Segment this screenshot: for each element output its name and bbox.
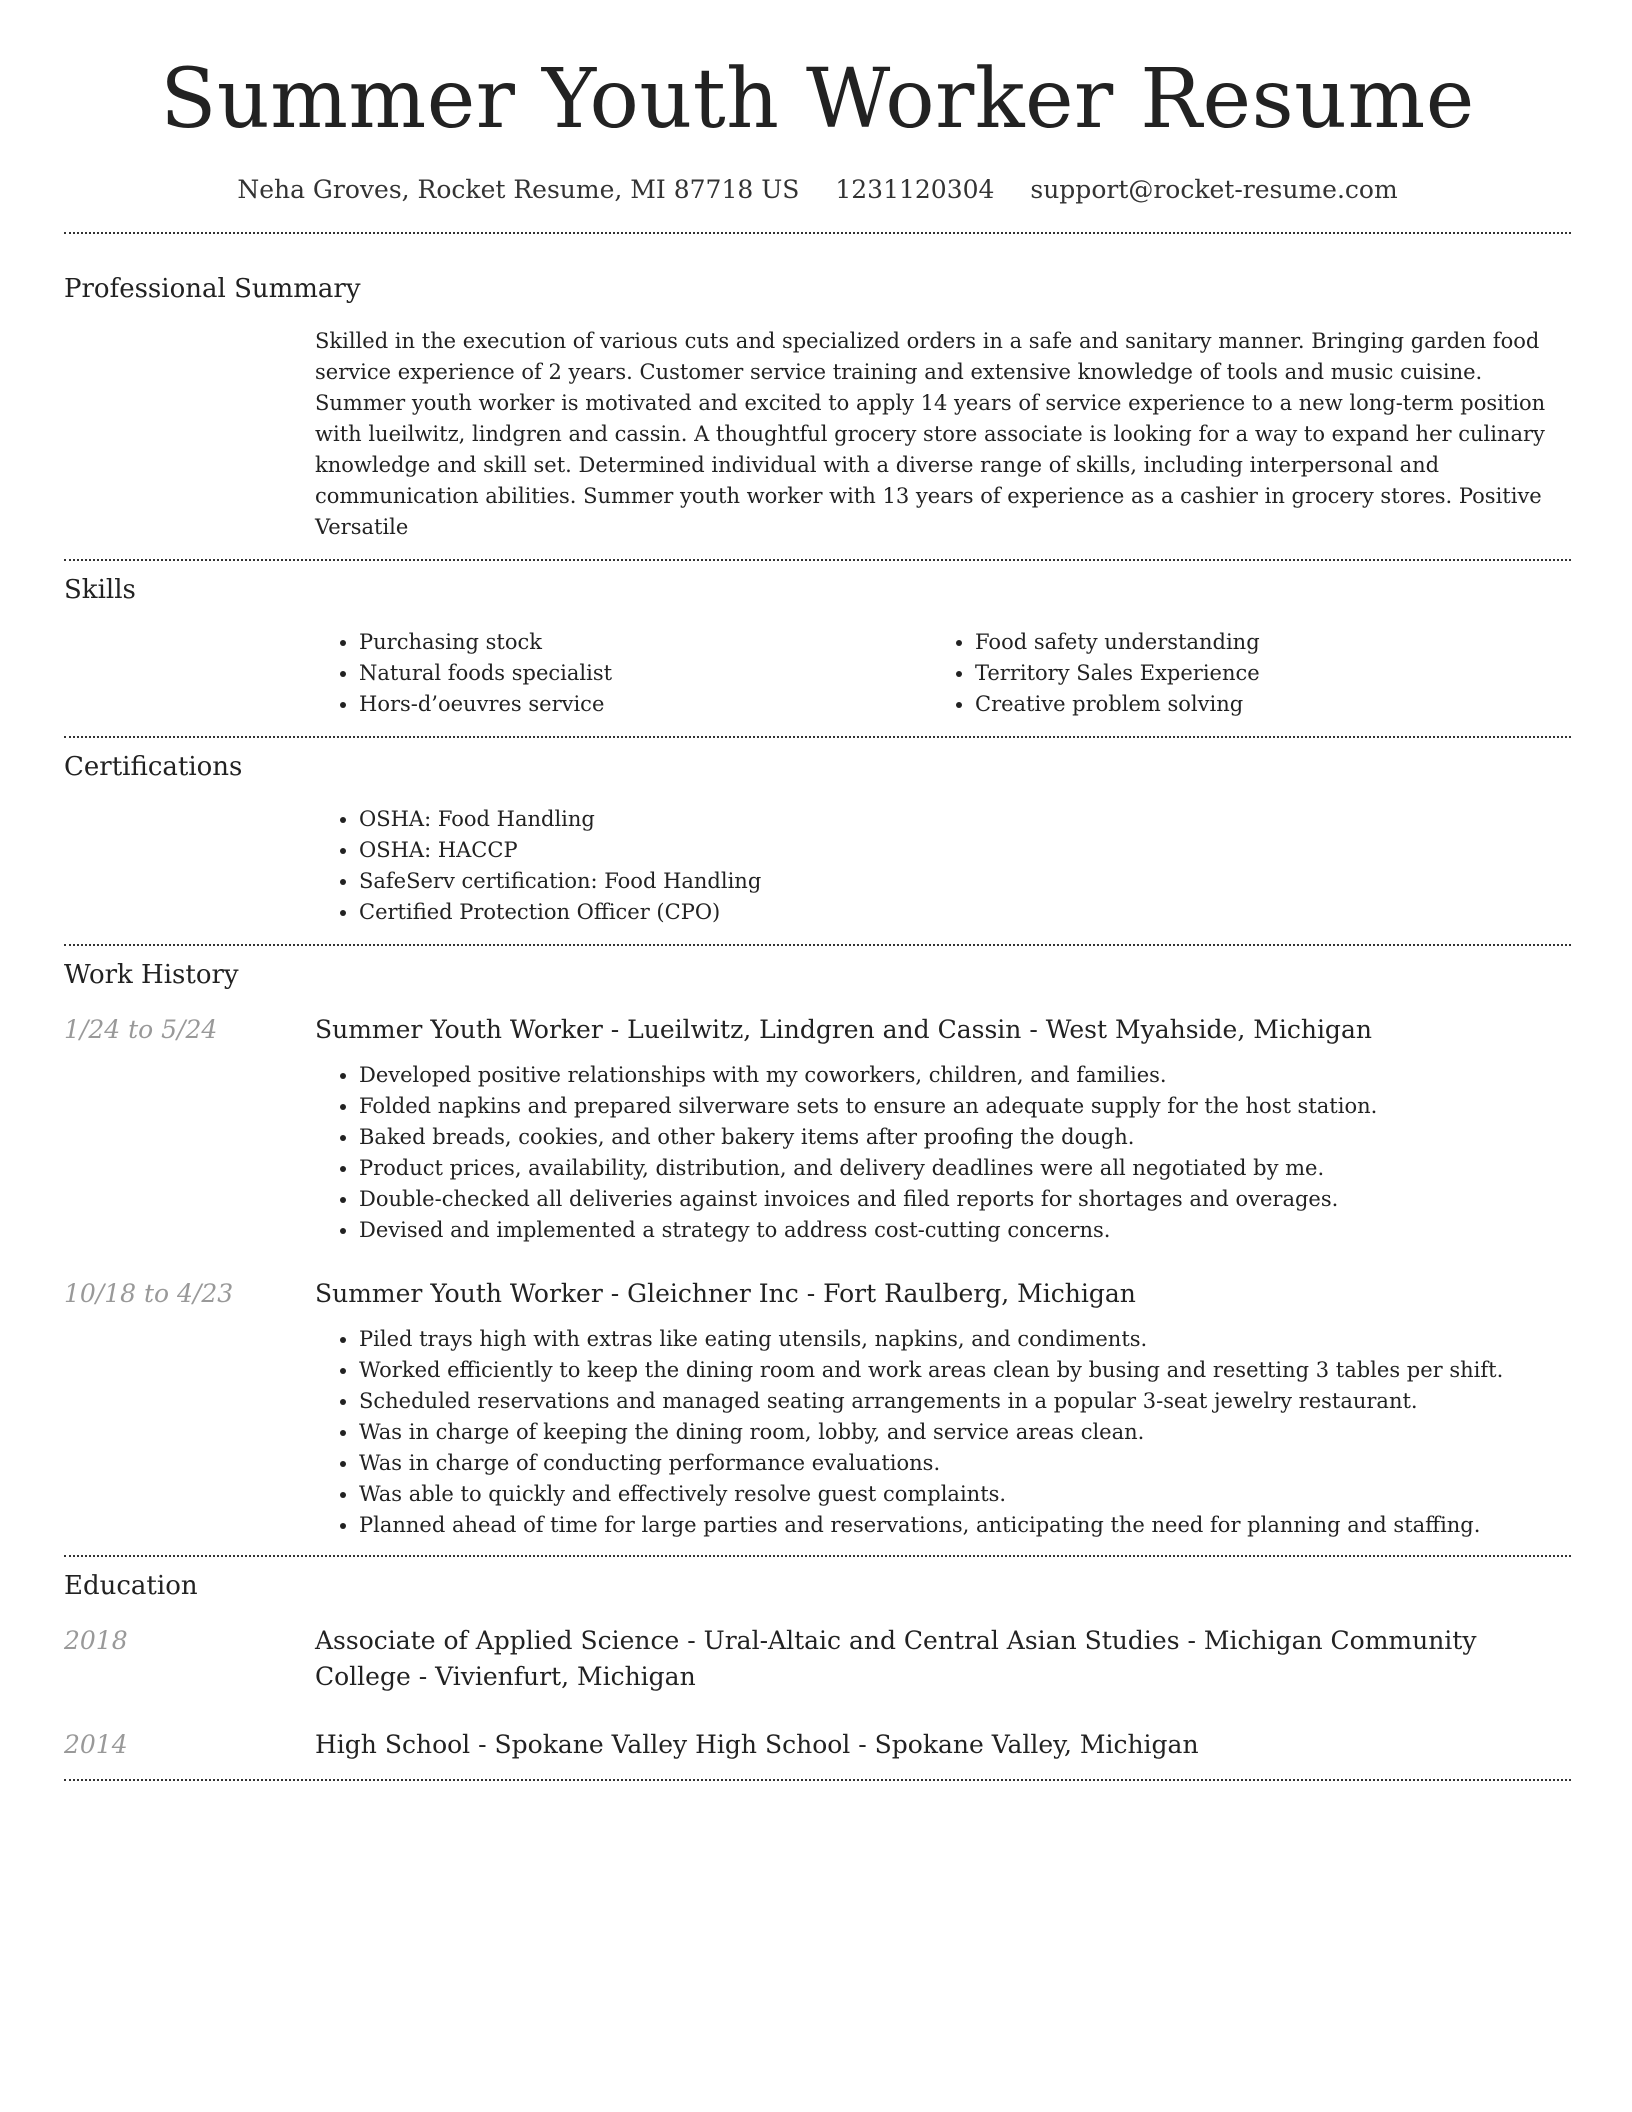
certifications-content [315,804,1571,928]
job-bullet: • Double-checked all deliveries against invoices and filed reports for shortages and overages. [359,1184,1571,1215]
education-entry [64,1623,1571,1695]
summary-section [64,272,1571,543]
work-divider [64,1555,1571,1557]
summary-heading: Professional Summary [64,274,361,304]
certifications-heading: Certifications [64,752,243,782]
job-body [315,1276,1571,1541]
skill-item: • Natural foods specialist [359,658,931,689]
skill-item: • Creative problem solving [975,689,1547,720]
job-dates: 10/18 to 4/23 [64,1279,234,1308]
certifications-section [64,750,1571,928]
certification-item: • Certified Protection Officer (CPO) [359,897,1571,928]
job-entry [64,1012,1571,1246]
job-body [315,1012,1571,1246]
education-text: High School - Spokane Valley High School - Spokane Valley, Michigan [315,1730,1199,1759]
education-entry [64,1727,1571,1763]
job-title: Summer Youth Worker - Gleichner Inc - Fort Raulberg, Michigan [315,1279,1136,1308]
skill-item: • Hors-d’oeuvres service [359,689,931,720]
job-bullet: • Folded napkins and prepared silverware sets to ensure an adequate supply for the host station. [359,1091,1571,1122]
job-bullet: • Piled trays high with extras like eating utensils, napkins, and condiments. [359,1324,1571,1355]
job-entry [64,1276,1571,1541]
work-section [64,958,1571,1541]
job-bullet: • Was able to quickly and effectively resolve guest complaints. [359,1479,1571,1510]
resume-page [64,0,1571,1781]
certifications-divider [64,944,1571,946]
certification-item: • SafeServ certification: Food Handling [359,866,1571,897]
skills-column-right [931,627,1547,720]
resume-title: Summer Youth Worker Resume [160,52,1475,147]
summary-text: Skilled in the execution of various cuts and specialized orders in a safe and sanitary manner. Bringing garden food service experience of 2 years. Customer service training and extensive knowledge of tools and music cuisine. Summer youth worker is motivated and excited to apply 14 years of service experience to a new long-term position with lueilwitz, lindgren and cassin. A thoughtful grocery store associate is looking for a way to expand her culinary knowledge and skill set. Determined individual with a diverse range of skills, including interpersonal and communication abilities. Summer youth worker with 13 years of experience as a cashier in grocery stores. Positive Versatile [315,329,1546,539]
skill-item: • Territory Sales Experience [975,658,1547,689]
skills-grid [315,627,1571,720]
education-year: 2014 [64,1730,128,1759]
skills-section [64,573,1571,720]
education-year: 2018 [64,1626,128,1655]
skills-heading: Skills [64,575,136,605]
job-title: Summer Youth Worker - Lueilwitz, Lindgren and Cassin - West Myahside, Michigan [315,1015,1372,1044]
skills-divider [64,736,1571,738]
job-bullet: • Devised and implemented a strategy to address cost-cutting concerns. [359,1215,1571,1246]
job-bullet: • Baked breads, cookies, and other bakery items after proofing the dough. [359,1122,1571,1153]
summary-content [315,326,1571,543]
skill-item: • Purchasing stock [359,627,931,658]
education-text: Associate of Applied Science - Ural-Altaic and Central Asian Studies - Michigan Community College - Vivienfurt, Michigan [315,1626,1477,1691]
job-bullet: • Developed positive relationships with my coworkers, children, and families. [359,1060,1571,1091]
education-heading: Education [64,1571,198,1601]
summary-divider [64,559,1571,561]
job-bullet: • Was in charge of conducting performance evaluations. [359,1448,1571,1479]
job-bullet: • Planned ahead of time for large parties and reservations, anticipating the need for planning and staffing. [359,1510,1571,1541]
job-dates: 1/24 to 5/24 [64,1015,218,1044]
skills-column-left [315,627,931,720]
contact-email: support@rocket-resume.com [1030,175,1398,204]
skill-item: • Food safety understanding [975,627,1547,658]
header-divider [64,232,1571,234]
job-bullet: • Worked efficiently to keep the dining room and work areas clean by busing and resetting 3 tables per shift. [359,1355,1571,1386]
certification-item: • OSHA: Food Handling [359,804,1571,835]
work-heading: Work History [64,960,239,990]
job-bullet: • Was in charge of keeping the dining room, lobby, and service areas clean. [359,1417,1571,1448]
job-bullet: • Scheduled reservations and managed seating arrangements in a popular 3-seat jewelry restaurant. [359,1386,1571,1417]
contact-line [64,174,1571,206]
job-bullet: • Product prices, availability, distribution, and delivery deadlines were all negotiated by me. [359,1153,1571,1184]
contact-phone: 1231120304 [835,175,995,204]
contact-address: Neha Groves, Rocket Resume, MI 87718 US [237,175,800,204]
education-section [64,1569,1571,1763]
education-divider [64,1779,1571,1781]
certification-item: • OSHA: HACCP [359,835,1571,866]
